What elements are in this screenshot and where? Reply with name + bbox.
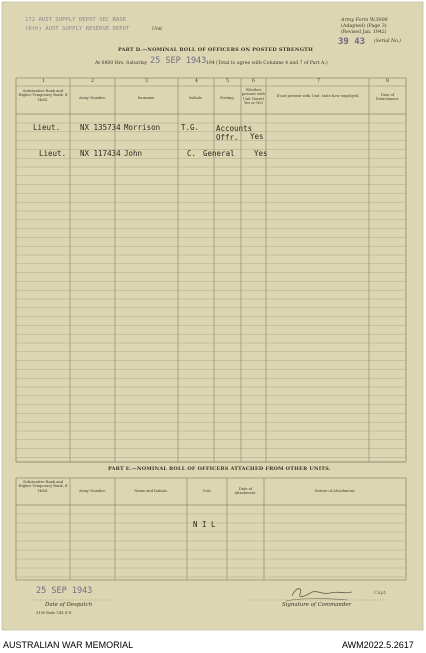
header-army-number: Army Number. [79,96,106,100]
part-d-date-stamp: 25 SEP 1943 [150,56,207,66]
part-e-header-name-initials: Name and Initials. [134,489,168,493]
header-surname: Surname. [137,96,156,100]
form-adapted-line: (Adapted) (Page 3) [341,24,387,29]
part-e-header-unit: Unit. [202,489,212,493]
row-2-army-number: NX 117434 [80,149,121,158]
row-1-army-number: NX 135734 [80,123,121,132]
row-2-surname: John [124,149,143,158]
col-number-2: 2 [91,79,94,84]
col-number-7: 7 [317,79,320,84]
despatch-date-label: Date of Despatch [45,602,93,608]
unit-stamp-line-2: (6th) AUST SUPPLY RESERVE DEPOT [25,26,130,32]
col-number-8: 8 [386,79,389,84]
signature-label: Signature of Commander [282,602,352,608]
serial-number-label: (Serial No.) [374,39,401,44]
part-e-header-army-number: Army Number. [79,489,106,493]
part-d-year-suffix: 194 [206,61,215,66]
part-e-nil-entry: N I L [193,520,216,529]
row-1-rank: Lieut. [33,123,61,132]
unit-label: Unit [152,27,163,32]
form-revised-line: (Revised Jan. 1942) [341,30,387,35]
header-date-of-detachment: Date of Detachment. [375,93,400,102]
part-d-total-note: (Total to agree with Columns 4 and 7 of Part A.) [216,61,328,66]
serial-number-value: 39 43 [338,37,366,47]
row-1-surname: Morrison [124,123,161,132]
header-substantive-rank: Substantive Rank and Higher Temporary Rank, if Held. [18,89,68,102]
caption-accession-number: AWM2022.5.2617 [342,640,414,650]
part-e-header-date-attachment: Date of Attachment. [234,487,257,496]
header-posting: Posting. [220,96,235,100]
form-number: Army Form W.3008 [341,18,388,23]
row-1-initials: T.G. [181,123,200,132]
unit-stamp-line-1: 172 AUST SUPPLY DEPOT SEC BASE [25,17,127,23]
part-e-header-rank: Substantive Rank and Higher Temporary Rank, if Held. [18,480,68,493]
part-d-title: PART D.—NOMINAL ROLL OF OFFICERS ON POSTED STRENGTH [118,47,314,53]
printer-note: 3199 Pads 7/41 E.P. [36,611,72,615]
part-e-header-nature-attachment: Nature of Attachment. [314,489,356,493]
part-d-at-text: At 0800 Hrs. Saturday [95,61,148,66]
header-present-with-unit: Whether present with Unit (Insert Yes or No) [242,88,266,106]
col-number-6: 6 [252,79,255,84]
signature-title: Capt. [374,591,388,596]
part-e-title: PART E.—NOMINAL ROLL OF OFFICERS ATTACHED FROM OTHER UNITS. [108,466,331,472]
row-2-rank: Lieut. [39,149,67,158]
row-1-present: Yes [250,132,264,141]
despatch-date-stamp: 25 SEP 1943 [36,586,93,596]
col-number-4: 4 [195,79,198,84]
caption-institution: AUSTRALIAN WAR MEMORIAL [3,640,134,650]
row-2-present: Yes [254,149,268,158]
header-how-employed: If not present with Unit, state how employed. [276,94,360,98]
col-number-5: 5 [226,79,229,84]
row-1-posting: Accounts Offr. [216,124,253,142]
col-number-3: 3 [145,79,148,84]
row-2-posting: General [203,149,235,158]
row-2-initials: C. [187,149,197,158]
header-initials: Initials. [189,96,203,100]
col-number-1: 1 [42,79,45,84]
